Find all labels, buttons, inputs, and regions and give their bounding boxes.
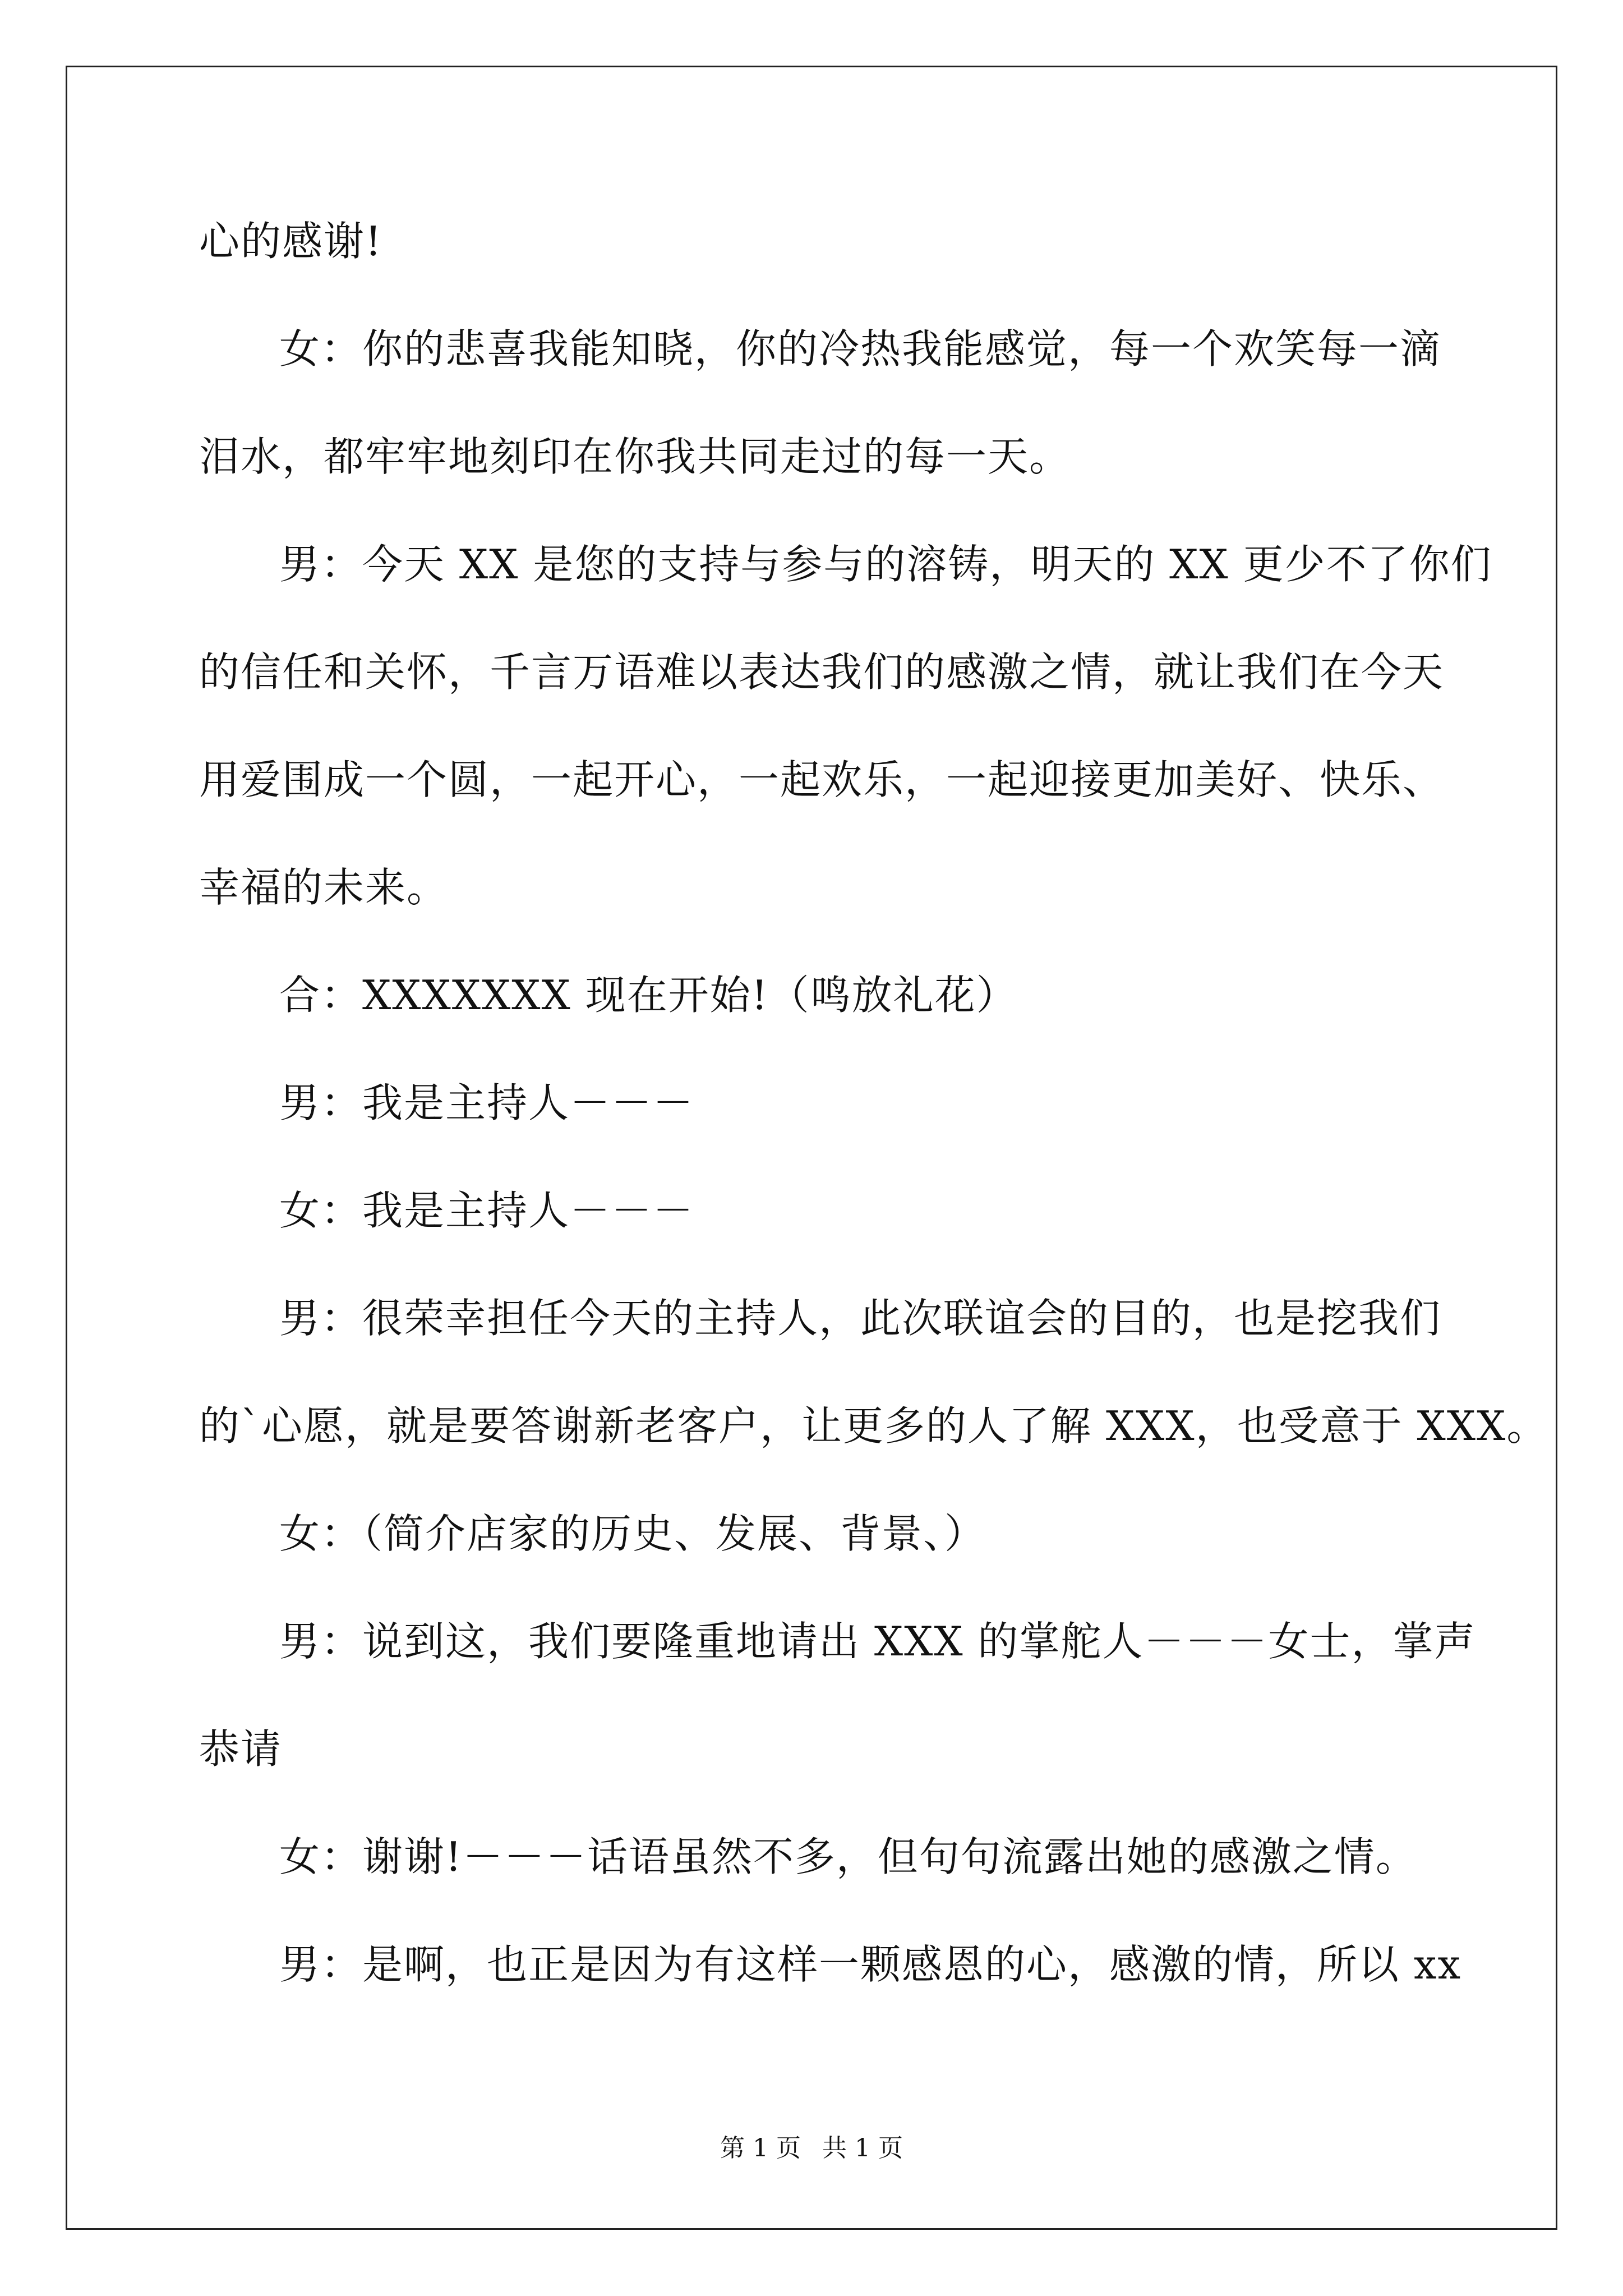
page-footer	[0, 2132, 1623, 2165]
text-line: 男：我是主持人－－－	[279, 1079, 695, 1126]
text-line: 泪水，都牢牢地刻印在你我共同走过的每一天。	[199, 433, 1071, 480]
text-line: 幸福的未来。	[199, 864, 449, 911]
text-line: 女：谢谢!－－－话语虽然不多，但句句流露出她的感激之情。	[279, 1833, 1417, 1880]
text-line: 男：说到这，我们要隆重地请出 XXX 的掌舵人－－－女士，掌声	[279, 1618, 1476, 1665]
text-line: 女：你的悲喜我能知晓，你的冷热我能感觉，每一个欢笑每一滴	[279, 325, 1442, 372]
page-border	[66, 66, 1557, 2230]
text-line: 男：今天 XX 是您的支持与参与的溶铸，明天的 XX 更少不了你们	[279, 541, 1492, 588]
text-line: 用爱围成一个圆，一起开心，一起欢乐，一起迎接更加美好、快乐、	[199, 756, 1445, 803]
text-line: 男：很荣幸担任今天的主持人，此次联谊会的目的，也是挖我们	[279, 1295, 1442, 1342]
text-line: 女：（简介店家的历史、发展、背景、）	[279, 1510, 986, 1557]
text-line: 合：XXXXXXX 现在开始!（鸣放礼花）	[279, 972, 1018, 1019]
text-line: 女：我是主持人－－－	[279, 1187, 695, 1234]
text-line: 的信任和关怀，千言万语难以表达我们的感激之情，就让我们在今天	[199, 648, 1445, 696]
text-line: 恭请	[199, 1726, 283, 1773]
text-line: 的`心愿，就是要答谢新老客户，让更多的人了解 XXX，也受意于 XXX。	[199, 1402, 1548, 1450]
page-number-total: 共 1 页	[822, 2134, 903, 2162]
text-line: 心的感谢!	[199, 218, 382, 265]
text-line: 男：是啊，也正是因为有这样一颗感恩的心，感激的情，所以 xx	[279, 1941, 1462, 1988]
page-number-current: 第 1 页	[720, 2134, 801, 2162]
